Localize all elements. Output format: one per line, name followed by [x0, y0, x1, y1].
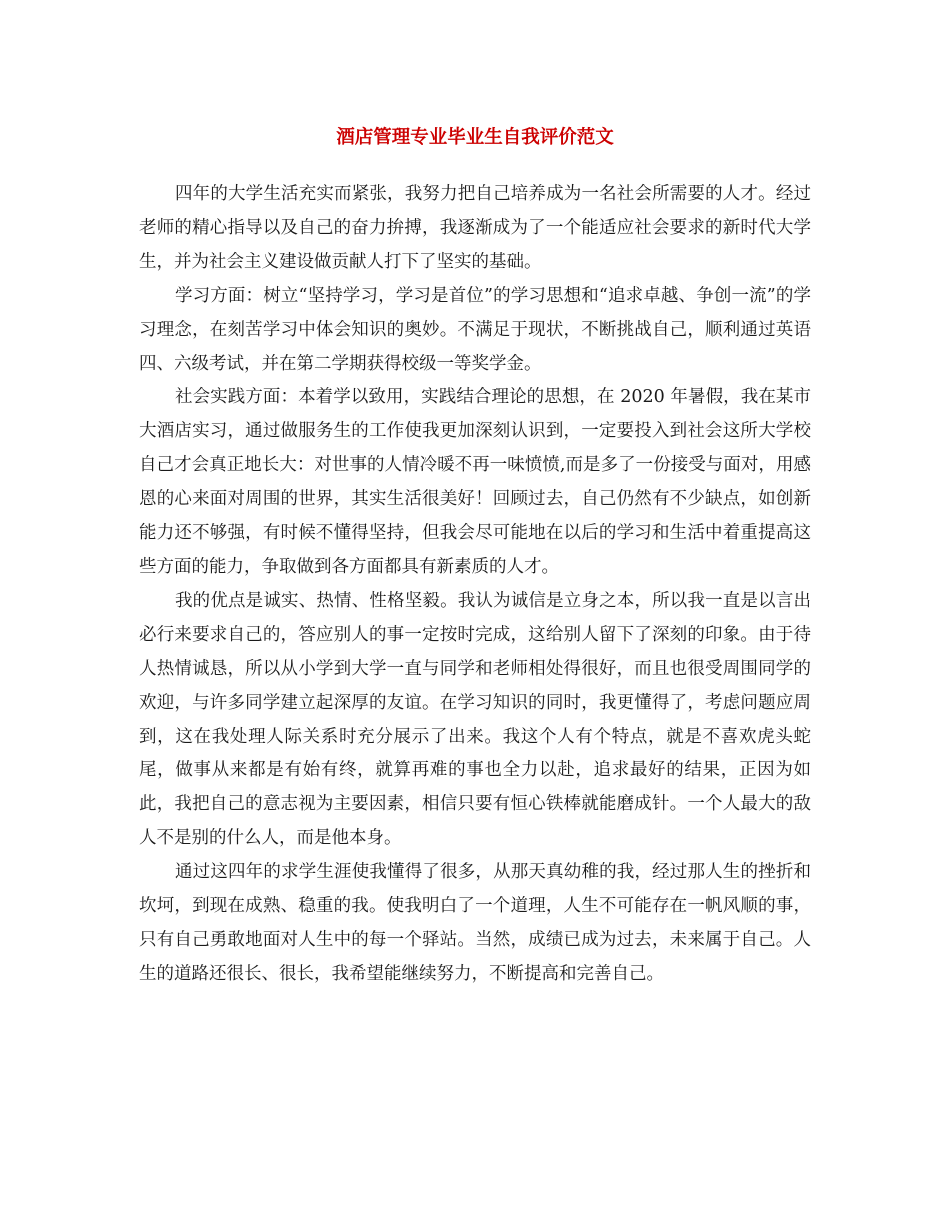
document-title: 酒店管理专业毕业生自我评价范文 [336, 127, 614, 148]
paragraph-intro: 四年的大学生活充实而紧张，我努力把自己培养成为一名社会所需要的人才。经过老师的精心指导以及自己的奋力拚搏，我逐渐成为了一个能适应社会要求的新时代大学生，并为社会主义建设做贡献人打下了坚实的基础。 [139, 184, 811, 272]
paragraph-study: 学习方面：树立“坚持学习，学习是首位”的学习思想和“追求卓越、争创一流”的学习理念，在刻苦学习中体会知识的奥妙。不满足于现状，不断挑战自己，顺利通过英语四、六级考试，并在第二学期获得校级一等奖学金。 [139, 285, 811, 374]
paragraph-strengths: 我的优点是诚实、热情、性格坚毅。我认为诚信是立身之本，所以我一直是以言出必行来要求自己的，答应别人的事一定按时完成，这给别人留下了深刻的印象。由于待人热情诚恳，所以从小学到大学一直与同学和老师相处得很好，而且也很受周围同学的欢迎，与许多同学建立起深厚的友谊。在学习知识的同时，我更懂得了，考虑问题应周到，这在我处理人际关系时充分展示了出来。我这个人有个特点，就是不喜欢虎头蛇尾，做事从来都是有始有终，就算再难的事也全力以赴，追求最好的结果，正因为如此，我把自己的意志视为主要因素，相信只要有恒心铁棒就能磨成针。一个人最大的敌人不是别的什么人，而是他本身。 [139, 590, 811, 849]
paragraph-conclusion: 通过这四年的求学生涯使我懂得了很多，从那天真幼稚的我，经过那人生的挫折和坎坷，到现在成熟、稳重的我。使我明白了一个道理，人生不可能存在一帆风顺的事，只有自己勇敢地面对人生中的每一个驿站。当然，成绩已成为过去，未来属于自己。人生的道路还很长、很长，我希望能继续努力，不断提高和完善自己。 [139, 862, 811, 984]
document-body [139, 178, 811, 992]
paragraph-social-practice: 社会实践方面：本着学以致用，实践结合理论的思想，在 2020 年暑假，我在某市大酒店实习，通过做服务生的工作使我更加深刻认识到，一定要投入到社会这所大学校自己才会真正地长大：对世事的人情冷暖不再一味愤愤,而是多了一份接受与面对，用感恩的心来面对周围的世界，其实生活很美好！回顾过去，自己仍然有不少缺点，如创新能力还不够强，有时候不懂得坚持，但我会尽可能地在以后的学习和生活中着重提高这些方面的能力，争取做到各方面都具有新素质的人才。 [139, 387, 811, 577]
